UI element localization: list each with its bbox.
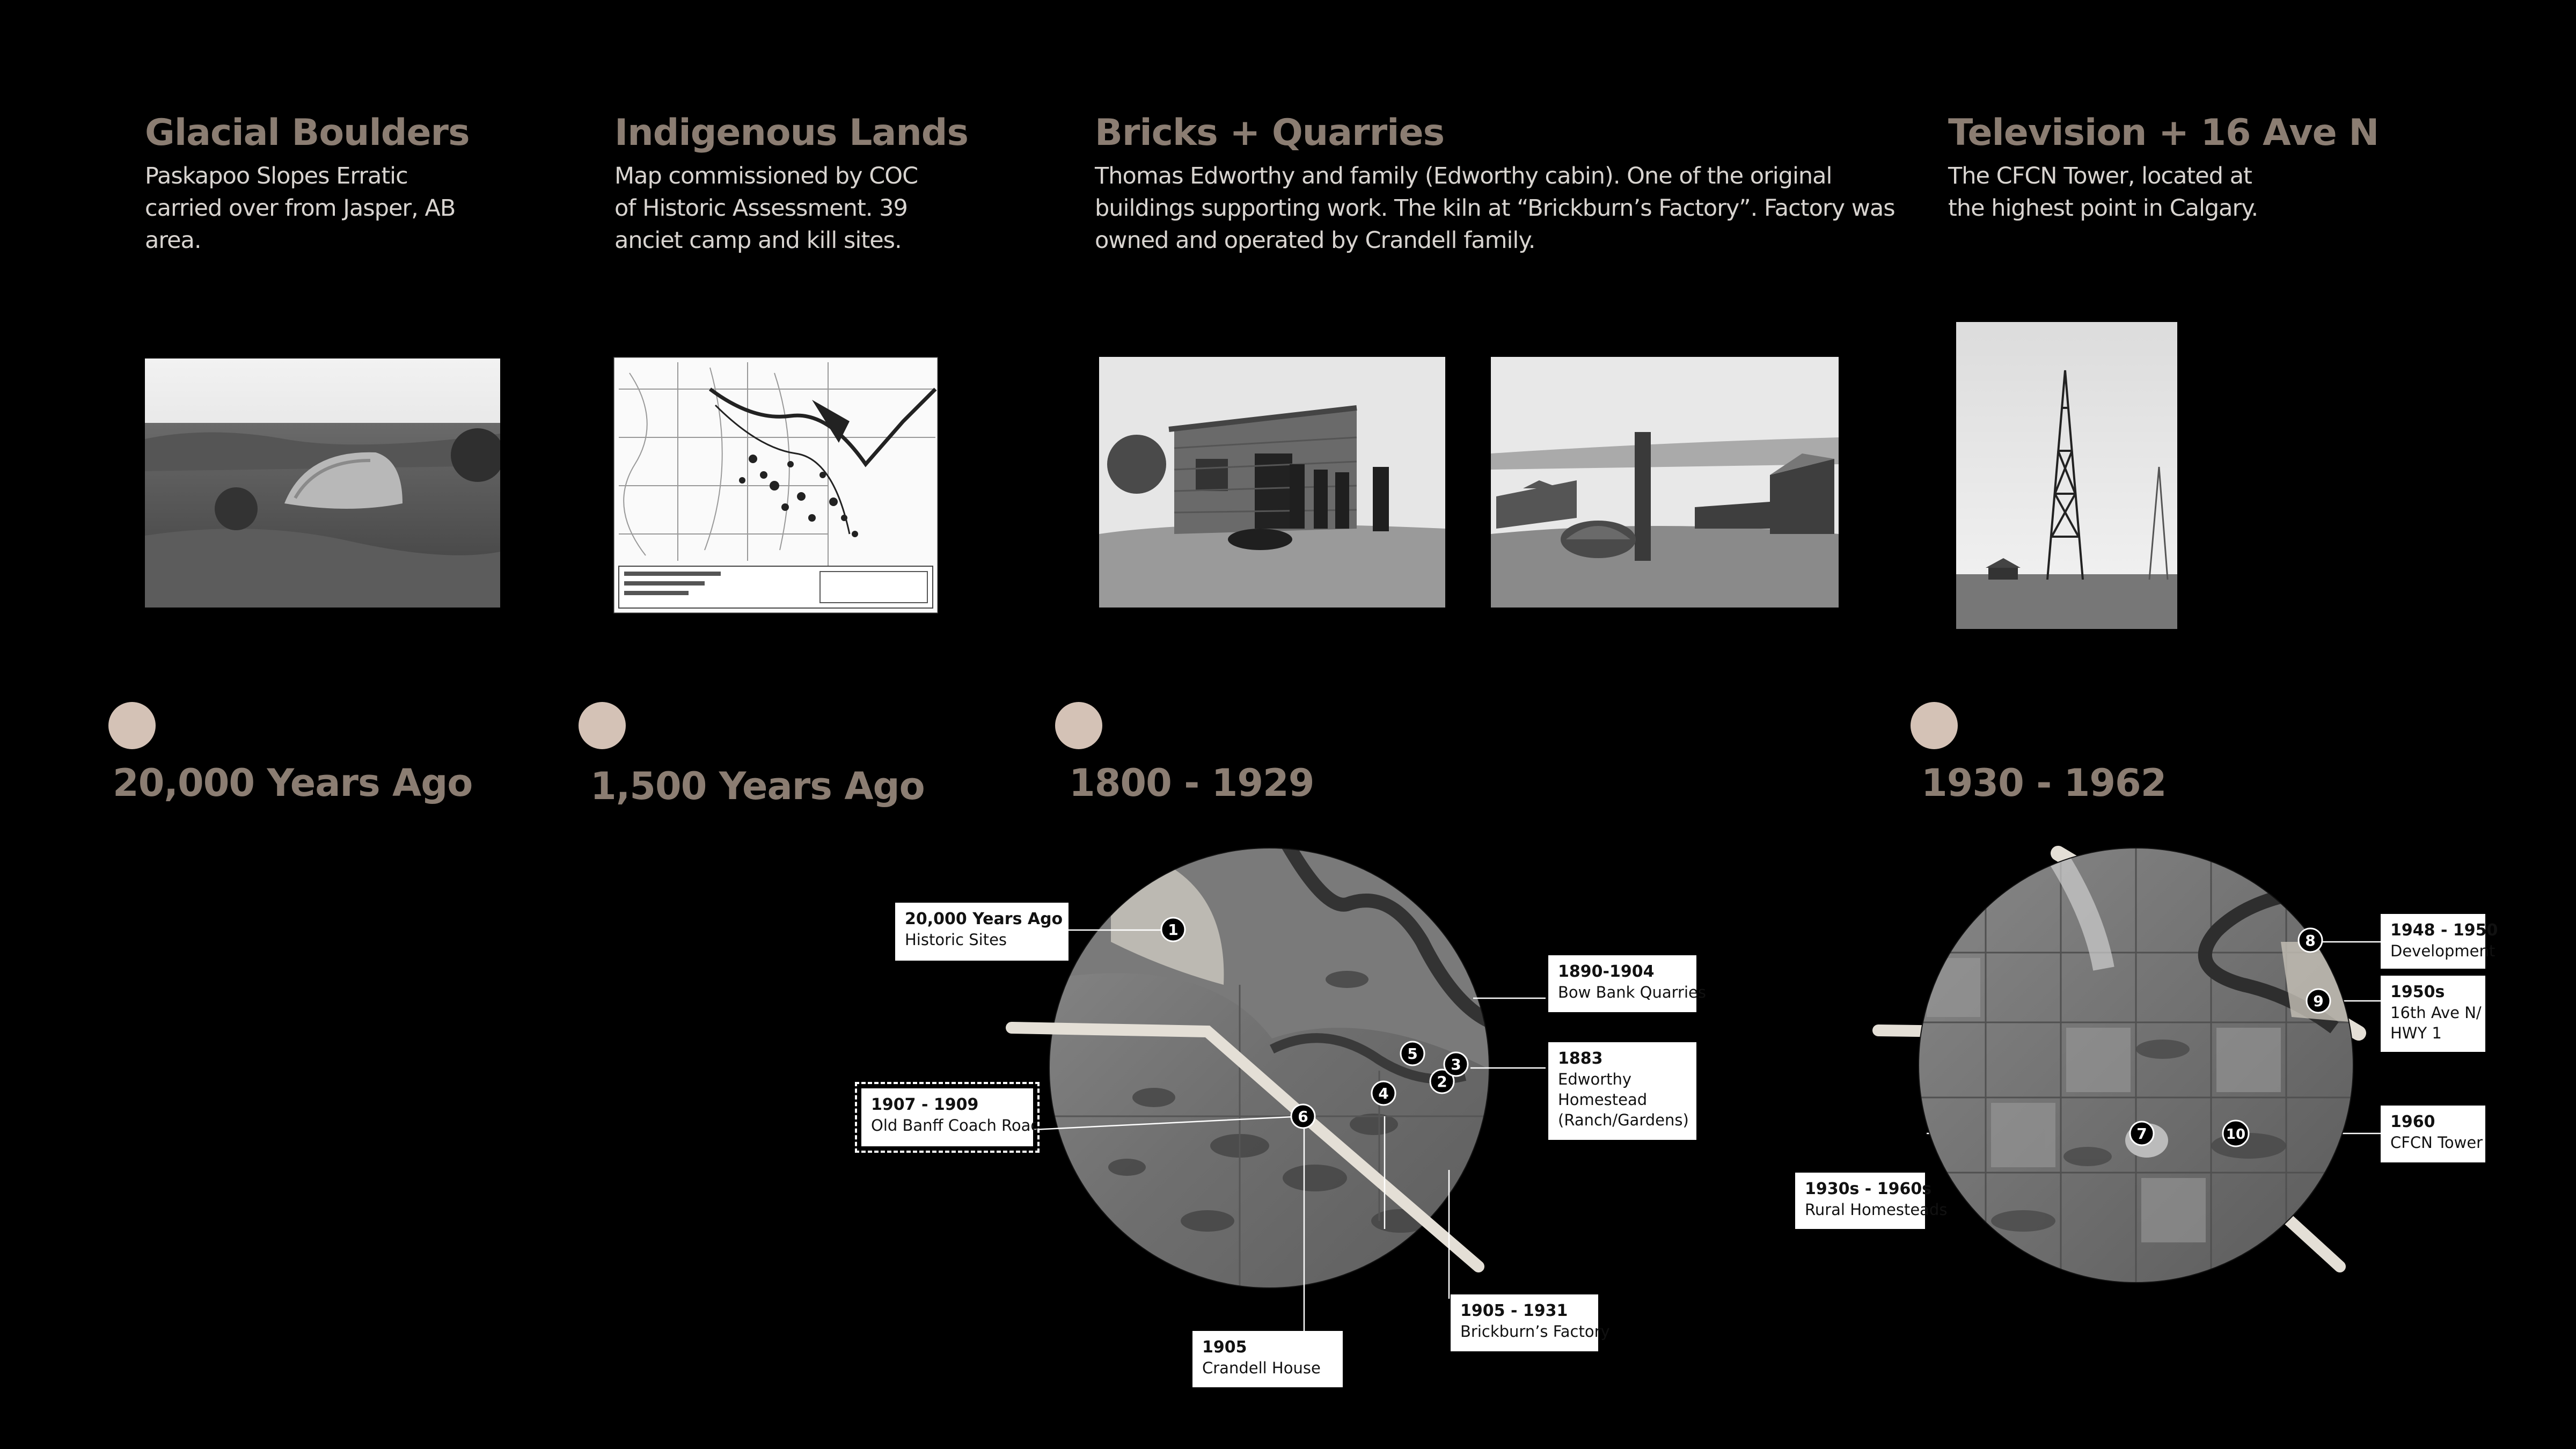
- svg-text:5: 5: [1407, 1045, 1418, 1063]
- label-body: HWY 1: [2390, 1024, 2442, 1042]
- label-body: 16th Ave N/: [2390, 1004, 2482, 1022]
- era-label: 1930 - 1962: [1921, 761, 2167, 805]
- label-heading: 1948 - 1950: [2390, 921, 2498, 940]
- label-body: CFCN Tower: [2390, 1133, 2483, 1152]
- desc-line: anciet camp and kill sites.: [614, 227, 902, 254]
- label-heading: 1905 - 1931: [1460, 1301, 1568, 1320]
- desc-line: area.: [145, 227, 201, 254]
- column-title-indigenous-lands: Indigenous Lands: [614, 112, 968, 154]
- marker-7: [2130, 1122, 2154, 1145]
- svg-text:2: 2: [1437, 1073, 1447, 1091]
- label-body: Homestead: [1558, 1091, 1648, 1109]
- label-body: (Ranch/Gardens): [1558, 1111, 1689, 1129]
- marker-9: [2307, 989, 2330, 1013]
- desc-line: Thomas Edworthy and family (Edworthy cabin). One of the original: [1095, 163, 1832, 189]
- label-body: Edworthy: [1558, 1070, 1632, 1088]
- svg-text:1: 1: [1168, 921, 1179, 939]
- svg-text:4: 4: [1378, 1085, 1389, 1102]
- column-title-bricks-quarries: Bricks + Quarries: [1095, 112, 1445, 154]
- desc-line: buildings supporting work. The kiln at “Brickburn’s Factory”. Factory was: [1095, 195, 1895, 222]
- label-heading: 1907 - 1909: [871, 1095, 979, 1114]
- svg-text:6: 6: [1298, 1108, 1308, 1125]
- label-heading: 1960: [2390, 1113, 2435, 1131]
- label-heading: 1930s - 1960s: [1805, 1180, 1932, 1198]
- marker-8: [2299, 928, 2322, 952]
- label-body: Brickburn’s Factory: [1460, 1322, 1610, 1341]
- label-body: Old Banff Coach Road: [871, 1116, 1041, 1135]
- label-heading: 1890-1904: [1558, 962, 1655, 981]
- label-body: Crandell House: [1202, 1359, 1321, 1377]
- marker-10: [2223, 1121, 2249, 1146]
- era-label: 20,000 Years Ago: [113, 761, 473, 805]
- label-development: [2381, 914, 2498, 969]
- desc-line: The CFCN Tower, located at: [1948, 163, 2252, 189]
- svg-text:8: 8: [2305, 932, 2316, 949]
- column-title-glacial-boulders: Glacial Boulders: [145, 112, 470, 154]
- label-body: Rural Homesteads: [1805, 1201, 1948, 1219]
- desc-line: carried over from Jasper, AB: [145, 195, 456, 222]
- desc-line: Paskapoo Slopes Erratic: [145, 163, 408, 189]
- label-body: Historic Sites: [905, 931, 1007, 949]
- desc-line: Map commissioned by COC: [614, 163, 918, 189]
- desc-line: of Historic Assessment. 39: [614, 195, 908, 222]
- label-heading: 1883: [1558, 1049, 1603, 1068]
- label-body: Development: [2390, 942, 2496, 960]
- svg-text:10: 10: [2226, 1126, 2246, 1143]
- column-title-television: Television + 16 Ave N: [1948, 112, 2379, 154]
- label-heading: 20,000 Years Ago: [905, 910, 1063, 928]
- label-heading: 1905: [1202, 1338, 1247, 1357]
- label-cfcn-tower: [2381, 1106, 2485, 1162]
- label-heading: 1950s: [2390, 983, 2445, 1001]
- desc-line: the highest point in Calgary.: [1948, 195, 2258, 222]
- svg-text:3: 3: [1451, 1056, 1461, 1073]
- label-rural-homesteads: [1795, 1173, 1948, 1229]
- label-16th-ave-hwy1: [2381, 976, 2485, 1052]
- svg-text:7: 7: [2136, 1125, 2147, 1143]
- era-label: 1,500 Years Ago: [590, 764, 925, 808]
- era-label: 1800 - 1929: [1069, 761, 1314, 805]
- desc-line: owned and operated by Crandell family.: [1095, 227, 1535, 254]
- label-body: Bow Bank Quarries: [1558, 983, 1706, 1001]
- svg-text:9: 9: [2313, 992, 2324, 1010]
